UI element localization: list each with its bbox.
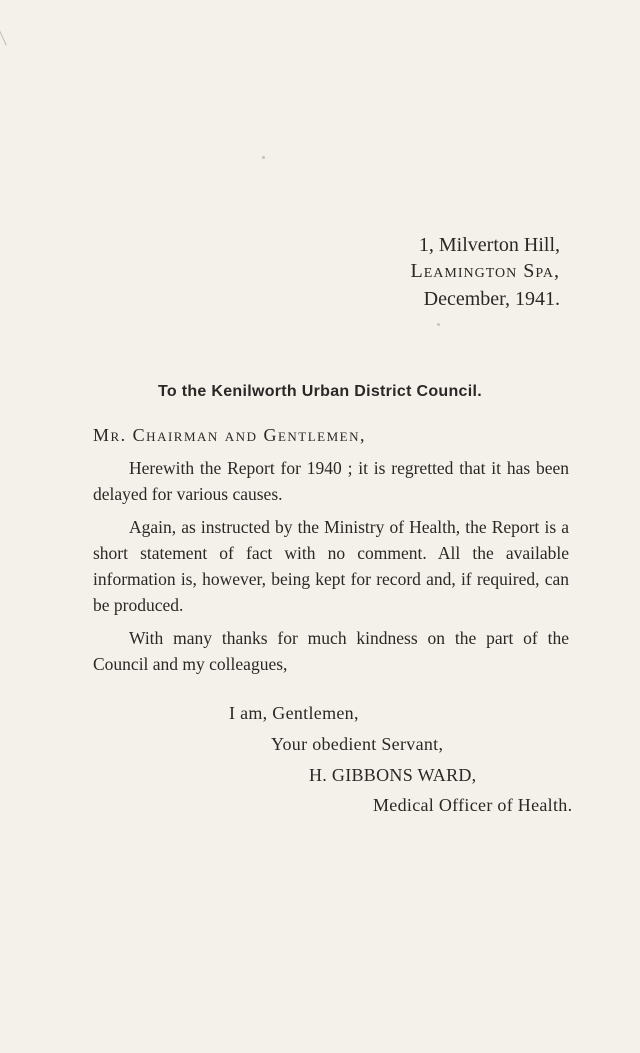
signature-title: Medical Officer of Health. (373, 795, 573, 815)
address-line-2: Leamington Spa, (410, 260, 560, 282)
paragraph-2: Again, as instructed by the Ministry of Health, the Report is a short statement of fact with no comment. All the available information is, however, being kept for record and, if required, can be produced. (93, 517, 569, 615)
paper-speck (262, 156, 265, 159)
paragraph-1: Herewith the Report for 1940 ; it is regretted that it has been delayed for various causes. (93, 458, 569, 504)
salutation: Mr. Chairman and Gentlemen, (93, 425, 366, 445)
closing-line: I am, Gentlemen, (229, 703, 359, 723)
closing-valediction: Your obedient Servant, (271, 734, 444, 754)
paragraph-3: With many thanks for much kindness on the part of the Council and my colleagues, (93, 628, 569, 674)
signature-name: H. GIBBONS WARD, (309, 765, 477, 785)
show-through-mark (0, 26, 16, 45)
letter-heading: To the Kenilworth Urban District Council. (157, 383, 482, 400)
paper-speck (437, 323, 440, 326)
letter-date: December, 1941. (423, 288, 560, 310)
address-line-1: 1, Milverton Hill, (418, 234, 560, 256)
